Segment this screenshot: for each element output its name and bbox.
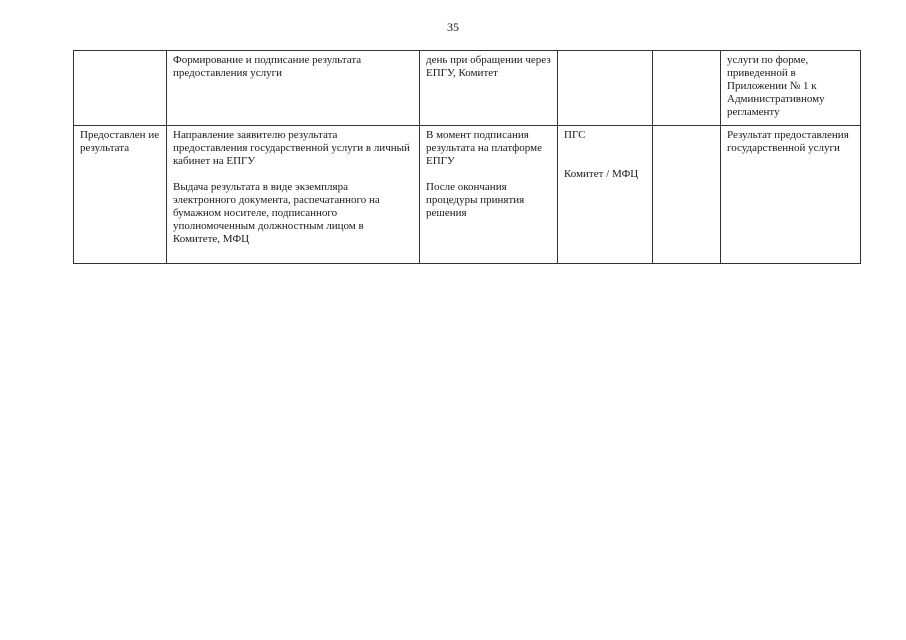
table-cell: [74, 51, 167, 126]
paragraph-gap: [173, 168, 413, 181]
cell-paragraph: Направление заявителю результата предоставления государственной услуги в личный кабинет на ЕПГУ: [173, 129, 410, 167]
cell-paragraph: ПГС: [564, 129, 586, 141]
table-cell: [558, 126, 653, 264]
cell-paragraph: В момент подписания результата на платформе ЕПГУ: [426, 129, 542, 167]
table-cell: день при обращении через ЕПГУ, Комитет: [420, 51, 558, 126]
page-number: 35: [447, 20, 459, 34]
table-cell: [420, 126, 558, 264]
table-cell: [167, 126, 420, 264]
table-cell: [653, 51, 721, 126]
table-cell: Формирование и подписание результата предоставления услуги: [167, 51, 420, 126]
table-cell: Предоставлен ие результата: [74, 126, 167, 264]
cell-paragraph: Выдача результата в виде экземпляра электронного документа, распечатанного на бумажном носителе, подписанного уполномоченным должностным лицом в Комитете, МФЦ: [173, 181, 380, 245]
table-cell: Результат предоставления государственной услуги: [721, 126, 861, 264]
cell-paragraph: Комитет / МФЦ: [564, 168, 639, 180]
table-cell: [653, 126, 721, 264]
table-cell: [558, 51, 653, 126]
table-row: [74, 51, 861, 126]
paragraph-gap: [564, 142, 646, 168]
paragraph-gap: [426, 168, 551, 181]
procedure-table: [73, 50, 861, 264]
table-cell: услуги по форме, приведенной в Приложении № 1 к Административному регламенту: [721, 51, 861, 126]
cell-paragraph: После окончания процедуры принятия решения: [426, 181, 525, 219]
table-row: [74, 126, 861, 264]
